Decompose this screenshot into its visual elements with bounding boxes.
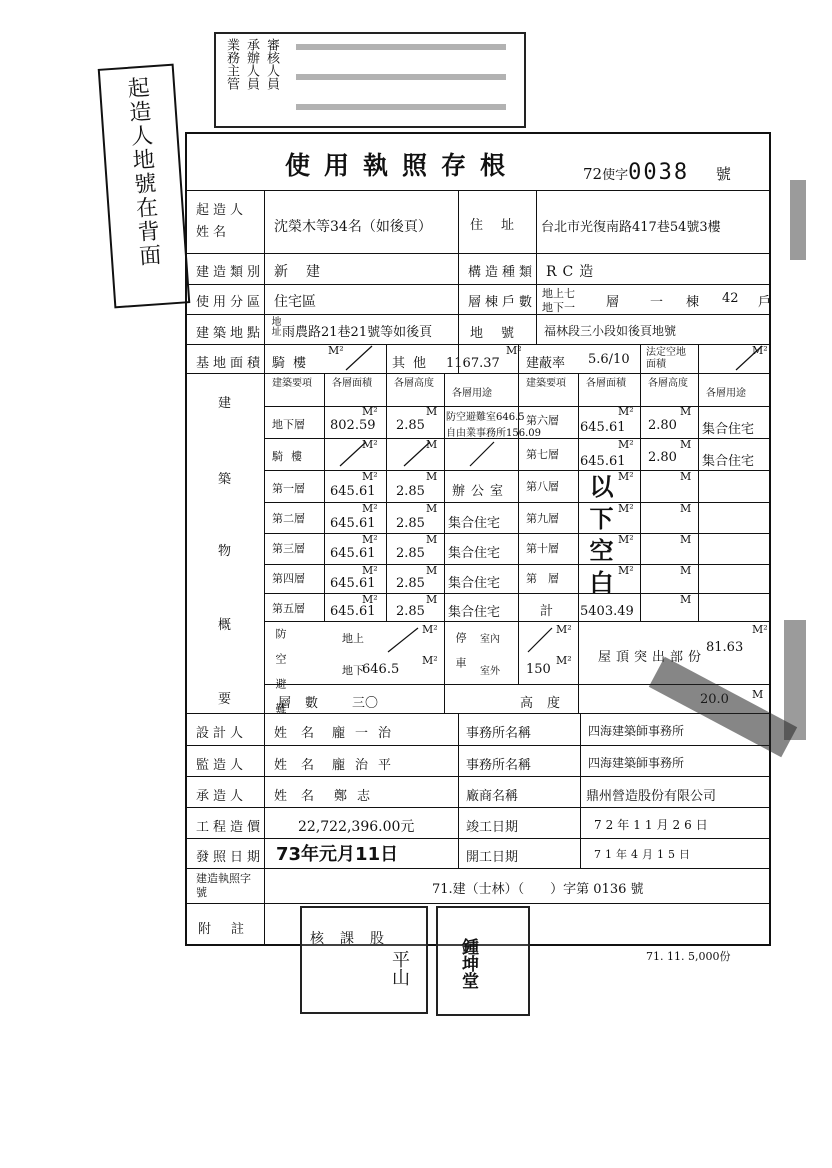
unit-label: M	[426, 564, 438, 577]
unit-label: M	[680, 533, 692, 546]
unit-label: M	[680, 564, 692, 577]
supervisor-name: 龐治平	[332, 758, 402, 773]
other-label: 其他	[392, 356, 435, 371]
floor-name: 第三層	[272, 542, 305, 555]
floor-name: 第十層	[526, 542, 559, 555]
unit-label: M	[426, 470, 438, 483]
stamp-seal: 平山	[389, 950, 410, 986]
col-header: 建築要項	[526, 378, 566, 389]
supervisor-firm-label: 事務所名稱	[466, 758, 532, 773]
unit-label: M²	[362, 533, 378, 546]
roof-area: 81.63	[706, 640, 744, 655]
unit-label: M²	[618, 438, 634, 451]
floor-area: 645.61	[330, 484, 376, 499]
parking-outdoor-area: 150	[526, 662, 551, 677]
parking-outdoor: 室外	[480, 666, 500, 677]
buildings-unit: 棟	[686, 295, 700, 310]
supervisor-role: 監造人	[196, 758, 248, 773]
floors-label: 層棟戶數	[468, 295, 537, 310]
unit-label: M²	[506, 344, 522, 357]
floors-count-label: 層數	[278, 696, 333, 711]
unit-label: M²	[362, 593, 378, 606]
blank-slash	[346, 346, 372, 370]
floor-height: 2.85	[396, 576, 425, 591]
parking-label: 停車	[454, 632, 467, 682]
designer-firm-label: 事務所名稱	[466, 726, 532, 741]
build-type-label: 建造類別	[196, 265, 265, 280]
floor-area: 645.61	[330, 546, 376, 561]
scan-smudge	[790, 180, 806, 260]
building-section-char: 築	[218, 472, 236, 487]
remark-label: 附註	[198, 922, 265, 937]
floor-name: 地下層	[272, 418, 305, 431]
stamp-line: 業務主管	[224, 38, 239, 90]
supervisor-name-label: 姓名	[274, 758, 329, 773]
supervisor-firm: 四海建築師事務所	[588, 756, 685, 770]
floor-name: 第六層	[526, 414, 559, 427]
owner-value: 沈榮木等34名（如後頁）	[274, 219, 432, 235]
floor-use: 集合住宅	[448, 605, 501, 620]
floor-use: 防空避難室646.5	[446, 412, 525, 423]
complete-date: 72年11月26日	[594, 818, 712, 832]
doc-prefix: 使字	[602, 168, 629, 183]
floor-name: 第七層	[526, 448, 559, 461]
unit-label: M	[426, 502, 438, 515]
side-note: 起造人地號在背面	[123, 75, 162, 269]
page-title: 使用執照存根	[285, 151, 520, 180]
floor-use: 集合住宅	[702, 422, 755, 437]
open-space-label: 法定空地面積	[646, 347, 686, 370]
blank-slash	[340, 442, 366, 466]
unit-label: M²	[618, 502, 634, 515]
floor-height: 2.85	[396, 546, 425, 561]
doc-number: 0038	[628, 160, 690, 185]
unit-label: M²	[422, 623, 438, 636]
structure-label: 構造種類	[468, 265, 537, 280]
designer-firm: 四海建築師事務所	[588, 724, 685, 738]
floors-below: 地下一	[542, 301, 575, 314]
col-header: 各層高度	[394, 378, 434, 389]
unit-label: M	[426, 593, 438, 606]
zone-value: 住宅區	[274, 294, 316, 310]
other-area: 1167.37	[446, 356, 500, 371]
building-section-char: 要	[218, 692, 236, 707]
floor-name: 第一層	[272, 482, 305, 495]
floor-name: 第二層	[272, 512, 305, 525]
units-unit: 戶	[758, 295, 772, 310]
floor-height: 2.85	[396, 418, 425, 433]
cost-label: 工程造價	[196, 820, 265, 835]
floor-area: 645.61	[330, 604, 376, 619]
shelter-below-area: 646.5	[362, 662, 400, 677]
floor-name: 第九層	[526, 512, 559, 525]
unit-label: M²	[556, 654, 572, 667]
floor-height: 2.80	[648, 418, 677, 433]
unit-label: M²	[556, 623, 572, 636]
contractor-name-label: 姓名	[274, 789, 329, 804]
units-count: 42	[722, 291, 739, 306]
address-label: 住址	[470, 218, 533, 233]
location-label: 建築地點	[196, 326, 265, 341]
issue-date-handwritten: 73年元月11日	[276, 844, 399, 865]
shelter-label: 防空避難	[274, 628, 287, 728]
site-area-label: 基地面積	[196, 356, 265, 371]
unit-label: M²	[362, 405, 378, 418]
coverage-label: 建蔽率	[526, 356, 566, 371]
floor-area: 645.61	[580, 454, 626, 469]
floors-count-value: 三〇	[352, 696, 379, 711]
address-value: 台北市光復南路417巷54號3樓	[541, 220, 721, 235]
start-date: 71年4月15日	[594, 848, 694, 861]
floor-use: 集合住宅	[702, 454, 755, 469]
floor-area: 5403.49	[580, 604, 634, 619]
parking-indoor: 室內	[480, 634, 500, 645]
unit-label: M²	[618, 533, 634, 546]
unit-label: M²	[618, 470, 634, 483]
location-value: 雨農路21巷21號等如後頁	[282, 325, 433, 340]
floor-height: 2.80	[648, 450, 677, 465]
designer-role: 設計人	[196, 726, 248, 741]
blank-slash	[736, 346, 762, 370]
permit-value: 71.建（士林）（ ）字第 0136 號	[432, 882, 644, 897]
unit-label: M²	[362, 438, 378, 451]
floor-use: 集合住宅	[448, 546, 501, 561]
col-header: 各層面積	[332, 378, 372, 389]
unit-label: M²	[362, 470, 378, 483]
start-label: 開工日期	[466, 850, 519, 865]
height-label: 高度	[520, 696, 575, 711]
floor-name: 騎樓	[272, 450, 310, 463]
floor-use: 辦公室	[452, 484, 510, 499]
contractor-role: 承造人	[196, 789, 248, 804]
doc-suffix: 號	[715, 165, 731, 183]
stamp-line: 審核人員	[264, 38, 279, 90]
contractor-firm: 鼎州營造股份有限公司	[586, 789, 717, 804]
shelter-below: 地下	[342, 664, 364, 677]
unit-label: M	[426, 438, 438, 451]
floor-use: 自由業事務所156.09	[446, 428, 541, 439]
unit-label: M²	[752, 344, 768, 357]
col-header: 各層用途	[452, 388, 492, 399]
contractor-name: 鄭志	[334, 789, 381, 804]
roof-label: 屋頂突出部份	[598, 650, 707, 665]
floor-use: 集合住宅	[448, 576, 501, 591]
floor-area: 645.61	[330, 516, 376, 531]
blank-slash	[388, 628, 418, 652]
floor-name: 第五層	[272, 602, 305, 615]
unit-label: M	[752, 688, 764, 701]
unit-label: M	[426, 405, 438, 418]
floor-name: 第 層	[526, 572, 559, 585]
footer-print-note: 71. 11. 5,000份	[646, 950, 731, 963]
floor-name: 第八層	[526, 480, 559, 493]
floor-name: 計	[540, 604, 554, 619]
floor-area: 645.61	[330, 576, 376, 591]
bottom-officer-stamp	[436, 906, 530, 1016]
permit-label: 建造執照字號	[196, 872, 251, 899]
structure-value: RC造	[546, 264, 600, 280]
contractor-firm-label: 廠商名稱	[466, 789, 519, 804]
location-prefix: 地址	[269, 316, 280, 336]
floors-unit: 層	[606, 295, 620, 310]
unit-label: M	[680, 470, 692, 483]
floor-area: 802.59	[330, 418, 376, 433]
shelter-above: 地上	[342, 632, 364, 645]
stamp-line: 承辦人員	[244, 38, 259, 90]
unit-label: M	[680, 405, 692, 418]
unit-label: M²	[422, 654, 438, 667]
doc-year: 72	[583, 165, 603, 183]
cost-value: 22,722,396.00元	[298, 819, 415, 835]
unit-label: M²	[362, 502, 378, 515]
handwritten-blank-note: 以下空白	[585, 474, 613, 602]
unit-label: M²	[618, 405, 634, 418]
building-section-char: 概	[218, 618, 236, 633]
designer-name-label: 姓名	[274, 726, 329, 741]
build-type-value: 新建	[274, 264, 338, 280]
blank-slash	[470, 442, 494, 466]
lot-label: 地號	[470, 326, 533, 341]
blank-slash	[528, 628, 552, 652]
floor-name: 第四層	[272, 572, 305, 585]
building-section-char: 物	[218, 544, 236, 559]
unit-label: M	[680, 438, 692, 451]
designer-name: 龐一治	[332, 726, 402, 741]
col-header: 各層面積	[586, 378, 626, 389]
unit-label: M	[680, 593, 692, 606]
bottom-review-stamp	[300, 906, 428, 1014]
unit-label: M²	[362, 564, 378, 577]
complete-label: 竣工日期	[466, 820, 519, 835]
stamp-officer-name: 鍾坤堂	[458, 938, 478, 989]
lot-value: 福林段三小段如後頁地號	[544, 324, 677, 338]
unit-label: M	[680, 502, 692, 515]
scan-smudge	[784, 620, 806, 740]
issue-label: 發照日期	[196, 850, 265, 865]
unit-label: M²	[328, 344, 344, 357]
col-header: 各層高度	[648, 378, 688, 389]
col-header: 各層用途	[706, 388, 746, 399]
zone-label: 使用分區	[196, 295, 265, 310]
blank-slash	[404, 442, 430, 466]
unit-label: M²	[618, 564, 634, 577]
unit-label: M	[426, 533, 438, 546]
unit-label: M²	[752, 623, 768, 636]
floor-height: 2.85	[396, 516, 425, 531]
buildings-count: 一	[650, 295, 664, 310]
floor-area: 645.61	[580, 420, 626, 435]
coverage-value: 5.6/10	[588, 352, 630, 367]
owner-label: 起造人姓名	[196, 203, 248, 240]
building-section-char: 建	[218, 396, 236, 411]
col-header: 建築要項	[272, 378, 312, 389]
arcade-label: 騎樓	[272, 356, 315, 371]
floor-use: 集合住宅	[448, 516, 501, 531]
floor-height: 2.85	[396, 604, 425, 619]
floors-above: 地上七	[542, 287, 575, 300]
floor-height: 2.85	[396, 484, 425, 499]
stamp-label: 核	[310, 931, 324, 947]
stamp-label: 股	[370, 931, 384, 947]
stamp-label: 課	[340, 931, 354, 947]
